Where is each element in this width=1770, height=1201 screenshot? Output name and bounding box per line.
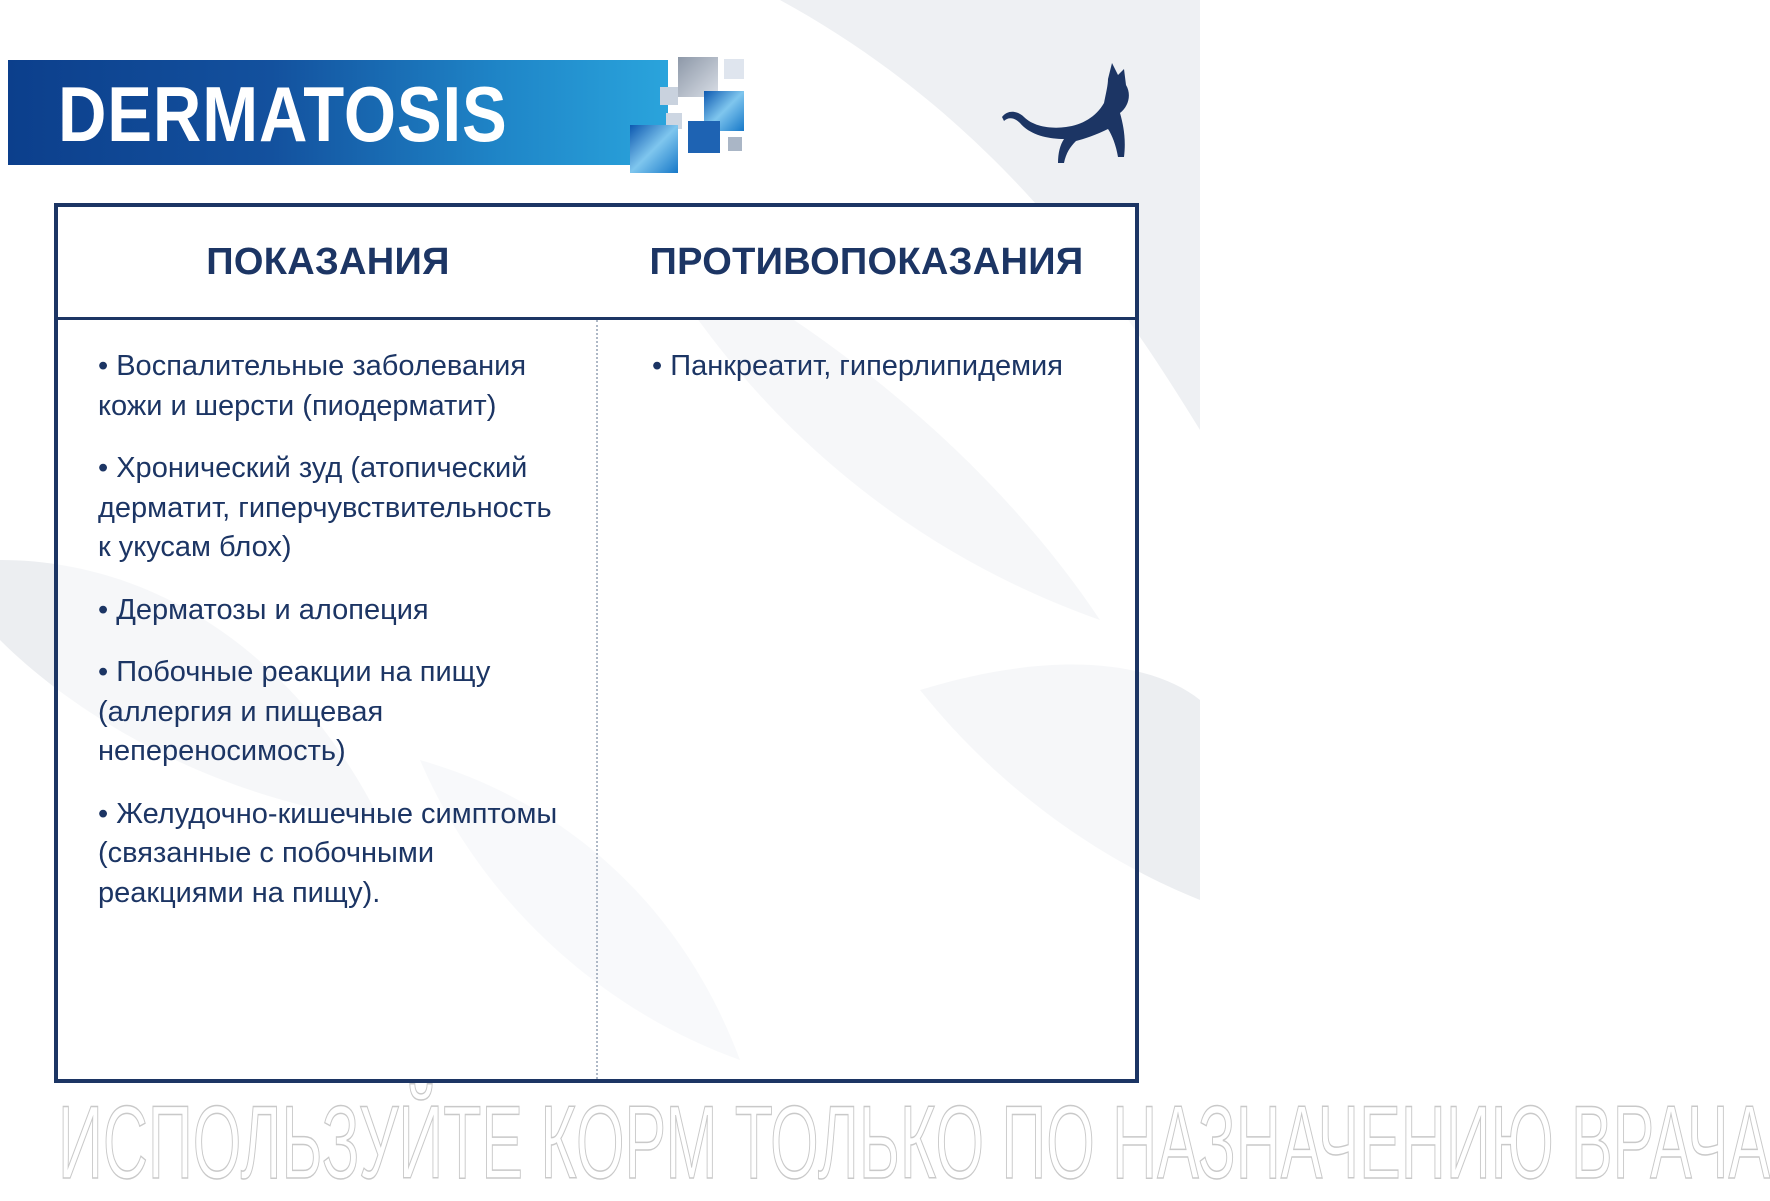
indications-heading: ПОКАЗАНИЯ [206, 241, 450, 283]
list-item: • Воспалительные заболевания кожи и шерсти (пиодерматит) [98, 347, 568, 426]
indications-table [54, 203, 1139, 1083]
contraindications-list [652, 347, 1092, 410]
list-item: • Желудочно-кишечные симптомы (связанные с побочными реакциями на пищу). [98, 795, 568, 914]
list-item: • Панкреатит, гиперлипидемия [652, 347, 1092, 387]
cat-silhouette-icon [1000, 55, 1140, 170]
table-header [58, 207, 1135, 320]
column-divider [596, 320, 598, 1079]
indications-list [98, 347, 568, 936]
decorative-squares-icon [620, 55, 760, 175]
list-item: • Побочные реакции на пищу (аллергия и пищевая непереносимость) [98, 653, 568, 772]
banner-title: DERMATOSIS [58, 70, 508, 158]
contraindications-heading: ПРОТИВОПОКАЗАНИЯ [649, 241, 1084, 283]
footer-notice: ИСПОЛЬЗУЙТЕ КОРМ ТОЛЬКО ПО НАЗНАЧЕНИЮ ВРАЧА [58, 1085, 1770, 1201]
list-item: • Дерматозы и алопеция [98, 591, 568, 631]
list-item: • Хронический зуд (атопический дерматит, гиперчувствительность к укусам блох) [98, 449, 568, 568]
title-banner [8, 60, 668, 165]
